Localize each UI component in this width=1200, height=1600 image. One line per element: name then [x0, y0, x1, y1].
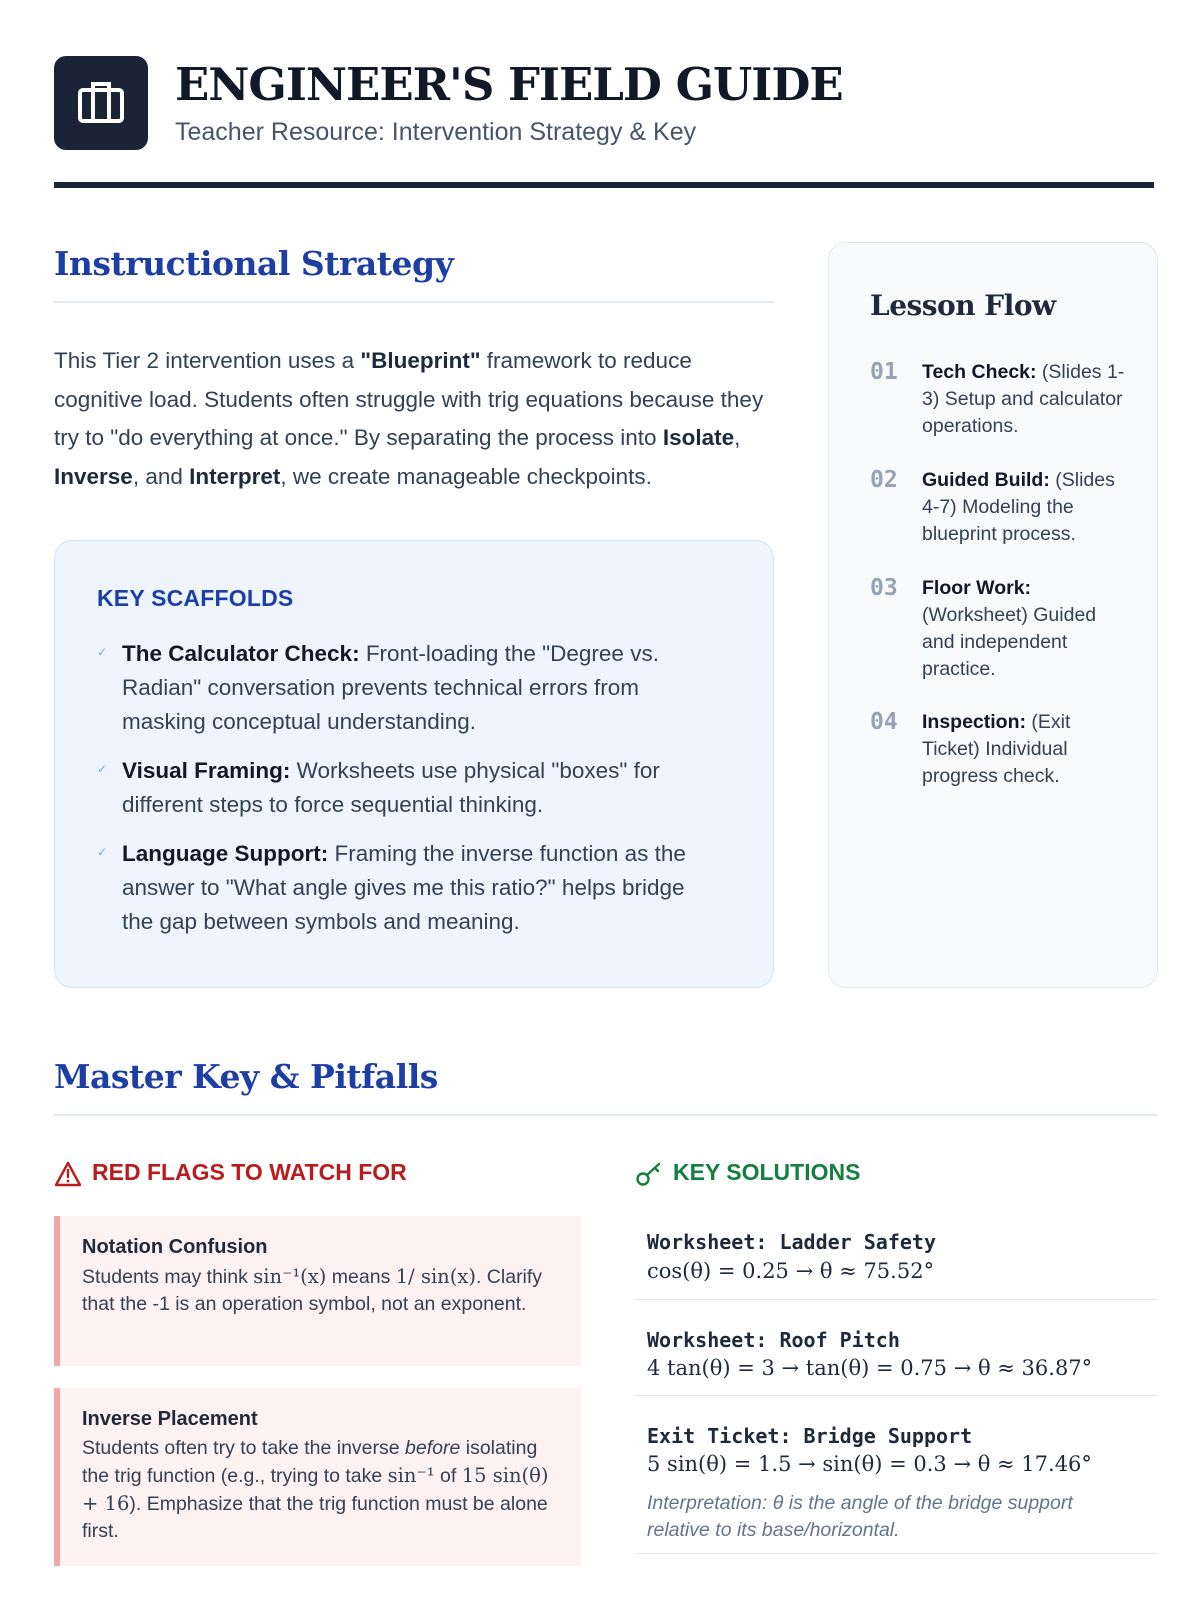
scaffold-item: ✓ The Calculator Check: Front-loading the "Degree vs. Radian" conversation prevents technical errors from masking conceptual understanding.: [97, 637, 717, 739]
solution-note: Interpretation: θ is the angle of the bridge support relative to its base/horizontal.: [647, 1492, 1073, 1541]
red-flag-body: Students may think sin⁻¹(x) means 1/ sin(x). Clarify that the -1 is an operation symbol, not an exponent.: [82, 1265, 543, 1315]
header: [54, 56, 1154, 188]
solution-item: [635, 1222, 1158, 1300]
strategy-divider: [54, 301, 774, 303]
scaffold-item: ✓ Language Support: Framing the inverse function as the answer to "What angle gives me this ratio?" helps bridge the gap between symbols and meaning.: [97, 837, 717, 939]
logo: [54, 56, 148, 150]
lesson-flow-title: Lesson Flow: [870, 289, 1056, 322]
warning-triangle-icon: [54, 1161, 82, 1187]
key-icon: [635, 1161, 663, 1187]
strategy-title: Instructional Strategy: [54, 244, 454, 283]
key-scaffolds-title: KEY SCAFFOLDS: [97, 585, 294, 611]
scaffold-item: ✓ Visual Framing: Worksheets use physical "boxes" for different steps to force sequential thinking.: [97, 754, 717, 822]
header-divider: [54, 182, 1154, 188]
red-flag-card: [54, 1216, 581, 1366]
lesson-flow-card: Lesson Flow 01 Tech Check: (Slides 1-3) Setup and calculator operations. 02 Guided Build: (Slides 4-7) Modeling the blueprint process. 03 Floor Work: (Worksheet) Guided and independent practice. 04 Inspection: (Exit Ticket) Individual progress check.: [828, 242, 1158, 988]
solution-item: [635, 1318, 1158, 1396]
red-flag-title: Inverse Placement: [82, 1408, 258, 1430]
solution-label: Exit Ticket: Bridge Support: [647, 1424, 973, 1448]
step-number: 04: [870, 709, 898, 735]
check-icon: ✓: [97, 845, 108, 859]
step-number: 03: [870, 575, 898, 601]
check-icon: ✓: [97, 645, 108, 659]
master-key-title: Master Key & Pitfalls: [54, 1057, 438, 1096]
solution-equation: cos(θ) = 0.25 → θ ≈ 75.52°: [647, 1259, 935, 1283]
solution-equation: 4 tan(θ) = 3 → tan(θ) = 0.75 → θ ≈ 36.87°: [647, 1356, 1093, 1380]
step-number: 01: [870, 359, 898, 385]
page-subtitle: Teacher Resource: Intervention Strategy & Key: [175, 118, 697, 146]
page-title: ENGINEER'S FIELD GUIDE: [175, 58, 843, 111]
briefcase-icon: [77, 79, 125, 127]
key-scaffolds-box: [54, 540, 774, 988]
red-flag-card: [54, 1388, 581, 1566]
solution-item: [635, 1414, 1158, 1554]
check-icon: ✓: [97, 762, 108, 776]
red-flag-title: Notation Confusion: [82, 1236, 268, 1258]
master-key-divider: [54, 1114, 1158, 1116]
step-number: 02: [870, 467, 898, 493]
red-flag-body: Students often try to take the inverse before isolating the trig function (e.g., trying to take sin⁻¹ of 15 sin(θ) + 16). Emphasize that the trig function must be alone first.: [82, 1437, 549, 1542]
solution-label: Worksheet: Roof Pitch: [647, 1328, 900, 1352]
strategy-intro: This Tier 2 intervention uses a "Blueprint" framework to reduce cognitive load. Students often struggle with trig equations because they try to "do everything at once." By separating the process into Isolate, Inverse, and Interpret, we create manageable checkpoints.: [54, 348, 764, 489]
solution-equation: 5 sin(θ) = 1.5 → sin(θ) = 0.3 → θ ≈ 17.46°: [647, 1452, 1092, 1476]
solution-label: Worksheet: Ladder Safety: [647, 1230, 936, 1254]
